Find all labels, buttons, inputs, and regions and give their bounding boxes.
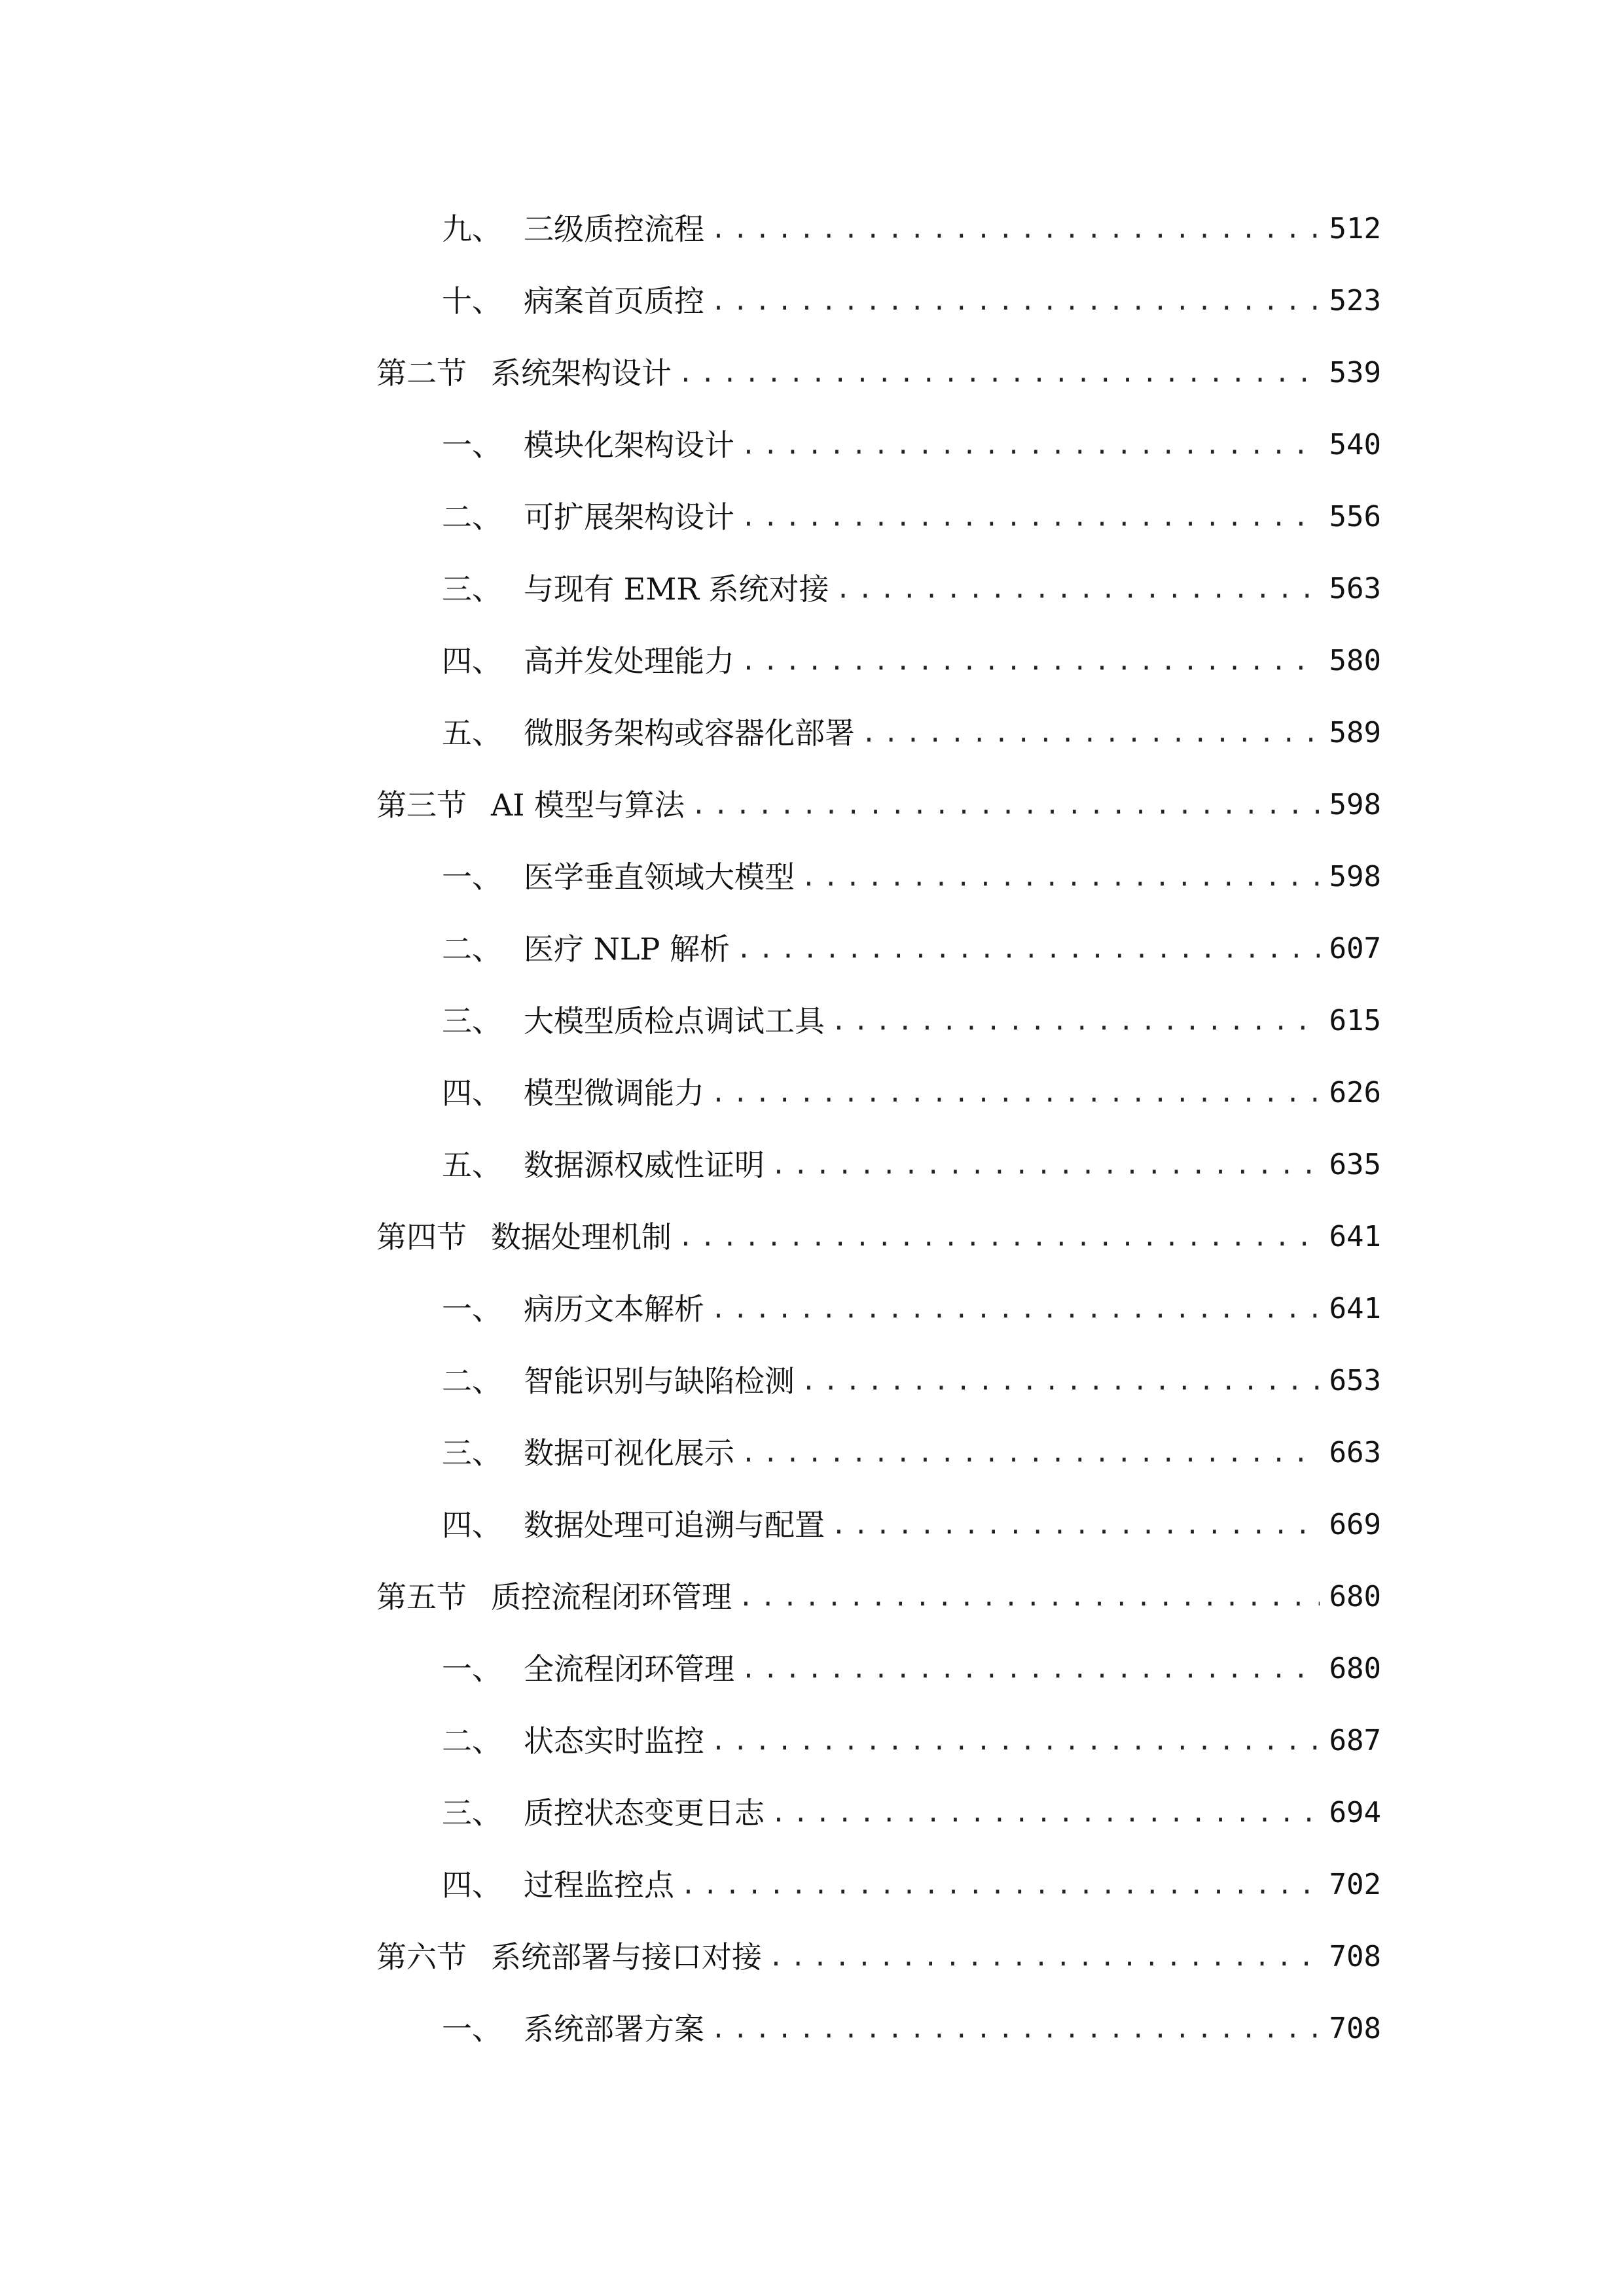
toc-entry-number: 二、 <box>442 499 502 535</box>
toc-dot-leader <box>738 1571 1320 1623</box>
toc-page-number: 540 <box>1329 428 1381 461</box>
toc-entry[interactable] <box>442 563 1381 615</box>
toc-page-number: 556 <box>1329 500 1381 533</box>
toc-page-number: 641 <box>1329 1220 1381 1253</box>
toc-entry[interactable] <box>442 203 1381 255</box>
toc-page-number: 680 <box>1329 1580 1381 1613</box>
toc-entry-number: 四、 <box>442 1867 502 1903</box>
toc-entry-title: 状态实时监控 <box>524 1723 704 1759</box>
toc-entry-title: 微服务架构或容器化部署 <box>524 715 855 751</box>
toc-page-number: 702 <box>1329 1868 1381 1901</box>
toc-section-title: AI 模型与算法 <box>491 787 685 823</box>
toc-section-number: 第二节 <box>376 355 467 391</box>
toc-section-number: 第六节 <box>376 1939 467 1975</box>
toc-dot-leader <box>801 1355 1320 1407</box>
toc-entry[interactable] <box>442 1787 1381 1839</box>
toc-page-number: 635 <box>1329 1148 1381 1181</box>
toc-page-number: 687 <box>1329 1724 1381 1757</box>
toc-page-number: 626 <box>1329 1076 1381 1109</box>
toc-entry-title: 病案首页质控 <box>524 283 704 319</box>
toc-entry-title: 与现有 EMR 系统对接 <box>524 571 829 607</box>
toc-dot-leader <box>741 1427 1320 1479</box>
toc-entry[interactable] <box>442 2003 1381 2055</box>
toc-entry-title: 可扩展架构设计 <box>524 499 734 535</box>
toc-dot-leader <box>711 1715 1320 1767</box>
toc-dot-leader <box>831 995 1320 1047</box>
toc-dot-leader <box>741 491 1320 543</box>
toc-entry-number: 三、 <box>442 1435 502 1471</box>
toc-entry-number: 九、 <box>442 211 502 247</box>
toc-dot-leader <box>691 779 1320 831</box>
toc-page-number: 563 <box>1329 572 1381 605</box>
toc-entry[interactable] <box>442 275 1381 327</box>
toc-dot-leader <box>681 1859 1320 1911</box>
toc-entry-title: 医学垂直领域大模型 <box>524 859 795 895</box>
toc-section-title: 质控流程闭环管理 <box>491 1579 732 1615</box>
toc-entry-number: 二、 <box>442 931 502 967</box>
toc-entry-number: 一、 <box>442 427 502 463</box>
toc-entry-number: 五、 <box>442 715 502 751</box>
toc-entry-number: 一、 <box>442 1651 502 1687</box>
toc-dot-leader <box>741 635 1320 687</box>
toc-page-number: 589 <box>1329 716 1381 749</box>
toc-entry-number: 一、 <box>442 1291 502 1327</box>
toc-entry-title: 大模型质检点调试工具 <box>524 1003 825 1039</box>
toc-entry-title: 模块化架构设计 <box>524 427 734 463</box>
toc-section-number: 第四节 <box>376 1219 467 1255</box>
toc-section-entry[interactable] <box>376 1211 1381 1263</box>
toc-dot-leader <box>711 2003 1320 2055</box>
toc-page-number: 512 <box>1329 212 1381 245</box>
toc-entry-number: 三、 <box>442 571 502 607</box>
toc-page-number: 653 <box>1329 1364 1381 1397</box>
toc-entry[interactable] <box>442 1427 1381 1479</box>
toc-page-number: 539 <box>1329 356 1381 389</box>
toc-section-entry[interactable] <box>376 779 1381 831</box>
toc-page-number: 598 <box>1329 860 1381 893</box>
toc-entry[interactable] <box>442 1715 1381 1767</box>
toc-entry[interactable] <box>442 1283 1381 1335</box>
toc-entry-title: 模型微调能力 <box>524 1075 704 1111</box>
toc-page-number: 680 <box>1329 1652 1381 1685</box>
toc-entry-number: 二、 <box>442 1363 502 1399</box>
toc-entry-title: 过程监控点 <box>524 1867 674 1903</box>
toc-dot-leader <box>861 707 1320 759</box>
toc-section-number: 第五节 <box>376 1579 467 1615</box>
toc-dot-leader <box>711 203 1320 255</box>
toc-section-title: 系统部署与接口对接 <box>491 1939 762 1975</box>
toc-entry[interactable] <box>442 491 1381 543</box>
toc-section-title: 系统架构设计 <box>491 355 672 391</box>
toc-dot-leader <box>831 1499 1320 1551</box>
toc-page-number: 708 <box>1329 2012 1381 2045</box>
toc-page-number: 607 <box>1329 932 1381 965</box>
toc-entry-number: 三、 <box>442 1795 502 1831</box>
toc-entry-title: 智能识别与缺陷检测 <box>524 1363 795 1399</box>
toc-section-title: 数据处理机制 <box>491 1219 672 1255</box>
toc-dot-leader <box>678 347 1320 399</box>
toc-entry-title: 质控状态变更日志 <box>524 1795 765 1831</box>
toc-dot-leader <box>711 275 1320 327</box>
toc-entry-number: 一、 <box>442 2011 502 2047</box>
toc-entry-title: 病历文本解析 <box>524 1291 704 1327</box>
toc-entry[interactable] <box>442 419 1381 471</box>
toc-dot-leader <box>771 1787 1320 1839</box>
toc-entry[interactable] <box>442 995 1381 1047</box>
toc-entry-title: 高并发处理能力 <box>524 643 734 679</box>
toc-page-number: 641 <box>1329 1292 1381 1325</box>
toc-dot-leader <box>771 1139 1320 1191</box>
toc-entry-title: 医疗 NLP 解析 <box>524 931 730 967</box>
toc-entry[interactable] <box>442 1139 1381 1191</box>
toc-entry-number: 四、 <box>442 643 502 679</box>
toc-section-entry[interactable] <box>376 1571 1381 1623</box>
toc-entry[interactable] <box>442 923 1381 975</box>
toc-entry[interactable] <box>442 851 1381 903</box>
toc-page-number: 523 <box>1329 284 1381 317</box>
toc-page-number: 580 <box>1329 644 1381 677</box>
toc-entry-number: 四、 <box>442 1507 502 1543</box>
toc-page-number: 598 <box>1329 788 1381 821</box>
toc-entry[interactable] <box>442 1067 1381 1119</box>
toc-entry-number: 二、 <box>442 1723 502 1759</box>
toc-dot-leader <box>711 1067 1320 1119</box>
toc-page-number: 663 <box>1329 1436 1381 1469</box>
toc-section-entry[interactable] <box>376 1931 1381 1983</box>
toc-entry-title: 数据处理可追溯与配置 <box>524 1507 825 1543</box>
toc-entry-number: 三、 <box>442 1003 502 1039</box>
toc-entry-title: 全流程闭环管理 <box>524 1651 734 1687</box>
toc-page-number: 615 <box>1329 1004 1381 1037</box>
toc-entry-title: 系统部署方案 <box>524 2011 704 2047</box>
toc-entry[interactable] <box>442 1499 1381 1551</box>
toc-dot-leader <box>741 419 1320 471</box>
toc-entry[interactable] <box>442 635 1381 687</box>
toc-dot-leader <box>768 1931 1320 1983</box>
toc-entry[interactable] <box>442 1355 1381 1407</box>
toc-dot-leader <box>801 851 1320 903</box>
toc-entry-title: 三级质控流程 <box>524 211 704 247</box>
toc-entry[interactable] <box>442 707 1381 759</box>
toc-entry[interactable] <box>442 1859 1381 1911</box>
toc-dot-leader <box>836 563 1320 615</box>
toc-page-number: 708 <box>1329 1940 1381 1973</box>
toc-dot-leader <box>678 1211 1320 1263</box>
toc-section-number: 第三节 <box>376 787 467 823</box>
toc-dot-leader <box>741 1643 1320 1695</box>
toc-entry-number: 一、 <box>442 859 502 895</box>
toc-entry-title: 数据可视化展示 <box>524 1435 734 1471</box>
toc-dot-leader <box>736 923 1320 975</box>
toc-section-entry[interactable] <box>376 347 1381 399</box>
toc-page-number: 694 <box>1329 1796 1381 1829</box>
toc-entry[interactable] <box>442 1643 1381 1695</box>
toc-entry-title: 数据源权威性证明 <box>524 1147 765 1183</box>
toc-dot-leader <box>711 1283 1320 1335</box>
toc-entry-number: 四、 <box>442 1075 502 1111</box>
toc-entry-number: 五、 <box>442 1147 502 1183</box>
toc-page-number: 669 <box>1329 1508 1381 1541</box>
toc-entry-number: 十、 <box>442 283 502 319</box>
